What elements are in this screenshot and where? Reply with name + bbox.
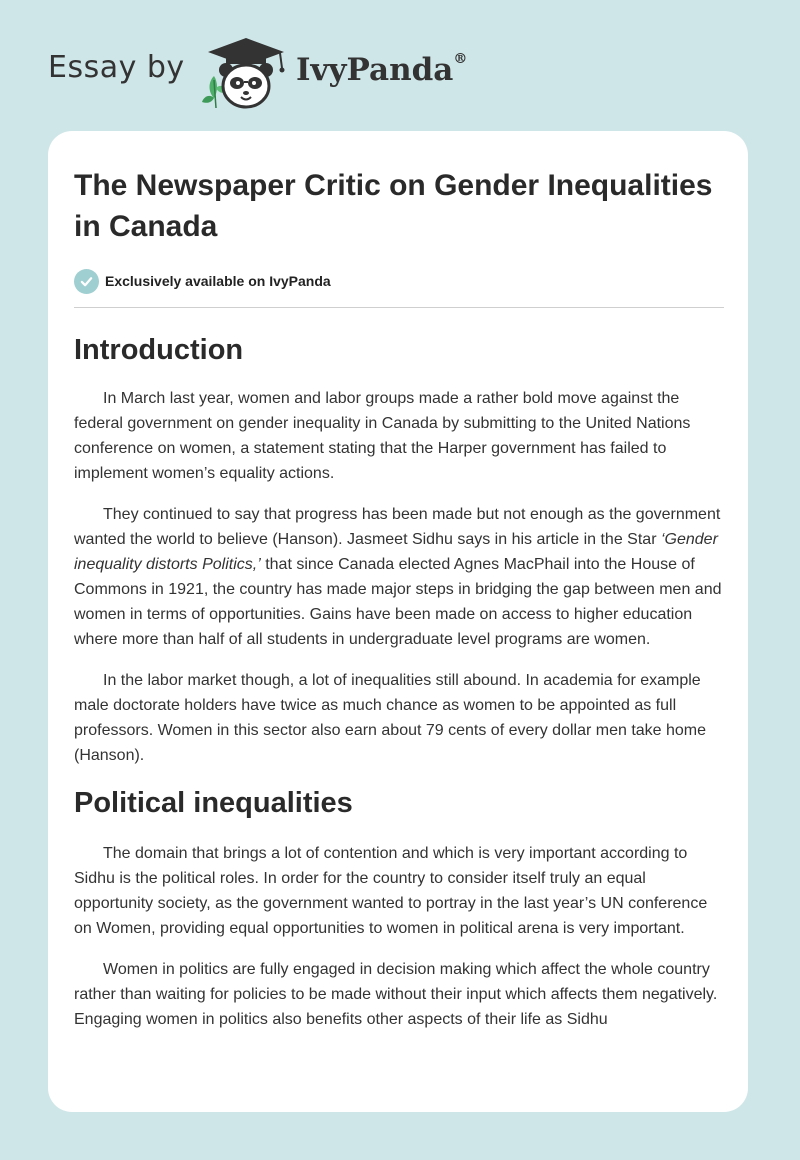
site-header bbox=[0, 0, 800, 130]
essay-title: The Newspaper Critic on Gender Inequalities in Canada bbox=[74, 169, 713, 243]
essay-by-label: Essay by bbox=[48, 50, 185, 85]
section-heading-political-inequalities: Political inequalities bbox=[74, 787, 353, 819]
essay-content bbox=[74, 165, 724, 1032]
paragraph: In the labor market though, a lot of inequalities still abound. In academia for example male doctorate holders have twice as much chance as women to be appointed as full professors. Women in this sector also earn about 79 cents of every dollar men take home (Hanson). bbox=[74, 672, 707, 764]
paragraph: Women in politics are fully engaged in decision making which affect the whole country rather than waiting for policies to be made without their input which affects them negatively. Engaging women in politics also benefits other aspects of their life as Sidhu bbox=[74, 961, 718, 1028]
article-citation: ‘Gender inequality distorts Politics,’ bbox=[74, 531, 718, 573]
paragraph: They continued to say that progress has been made but not enough as the government wanted the world to believe (Hanson). Jasmeet Sidhu says in his article in the Star ‘Gender inequality distorts Politics,’ that since Canada elected Agnes MacPhail into the House of Commons in 1921, the country has made major steps in bridging the gap between men and women in terms of opportunities. Gains have been made on access to higher education where more than half of all students in undergraduate level programs are women. bbox=[74, 506, 722, 648]
exclusive-label: Exclusively available on IvyPanda bbox=[105, 273, 331, 289]
essay-card bbox=[48, 131, 748, 1112]
ivypanda-logo-text[interactable]: IvyPanda® bbox=[296, 50, 468, 88]
paragraph: In March last year, women and labor groups made a rather bold move against the federal government on gender inequality in Canada by submitting to the United Nations conference on women, a statement stating that the Harper government has failed to implement women’s equality actions. bbox=[74, 390, 691, 482]
divider bbox=[74, 307, 724, 308]
check-circle-icon bbox=[74, 269, 99, 294]
paragraph: The domain that brings a lot of contention and which is very important according to Sidhu is the political roles. In order for the country to consider itself truly an equal opportunity society, as the government wanted to portray in the last year’s UN conference on Women, providing equal opportunities to women in political arena is very important. bbox=[74, 845, 708, 937]
panda-graduate-icon[interactable] bbox=[200, 36, 292, 112]
section-heading-introduction: Introduction bbox=[74, 334, 244, 366]
exclusive-notice bbox=[74, 267, 724, 295]
